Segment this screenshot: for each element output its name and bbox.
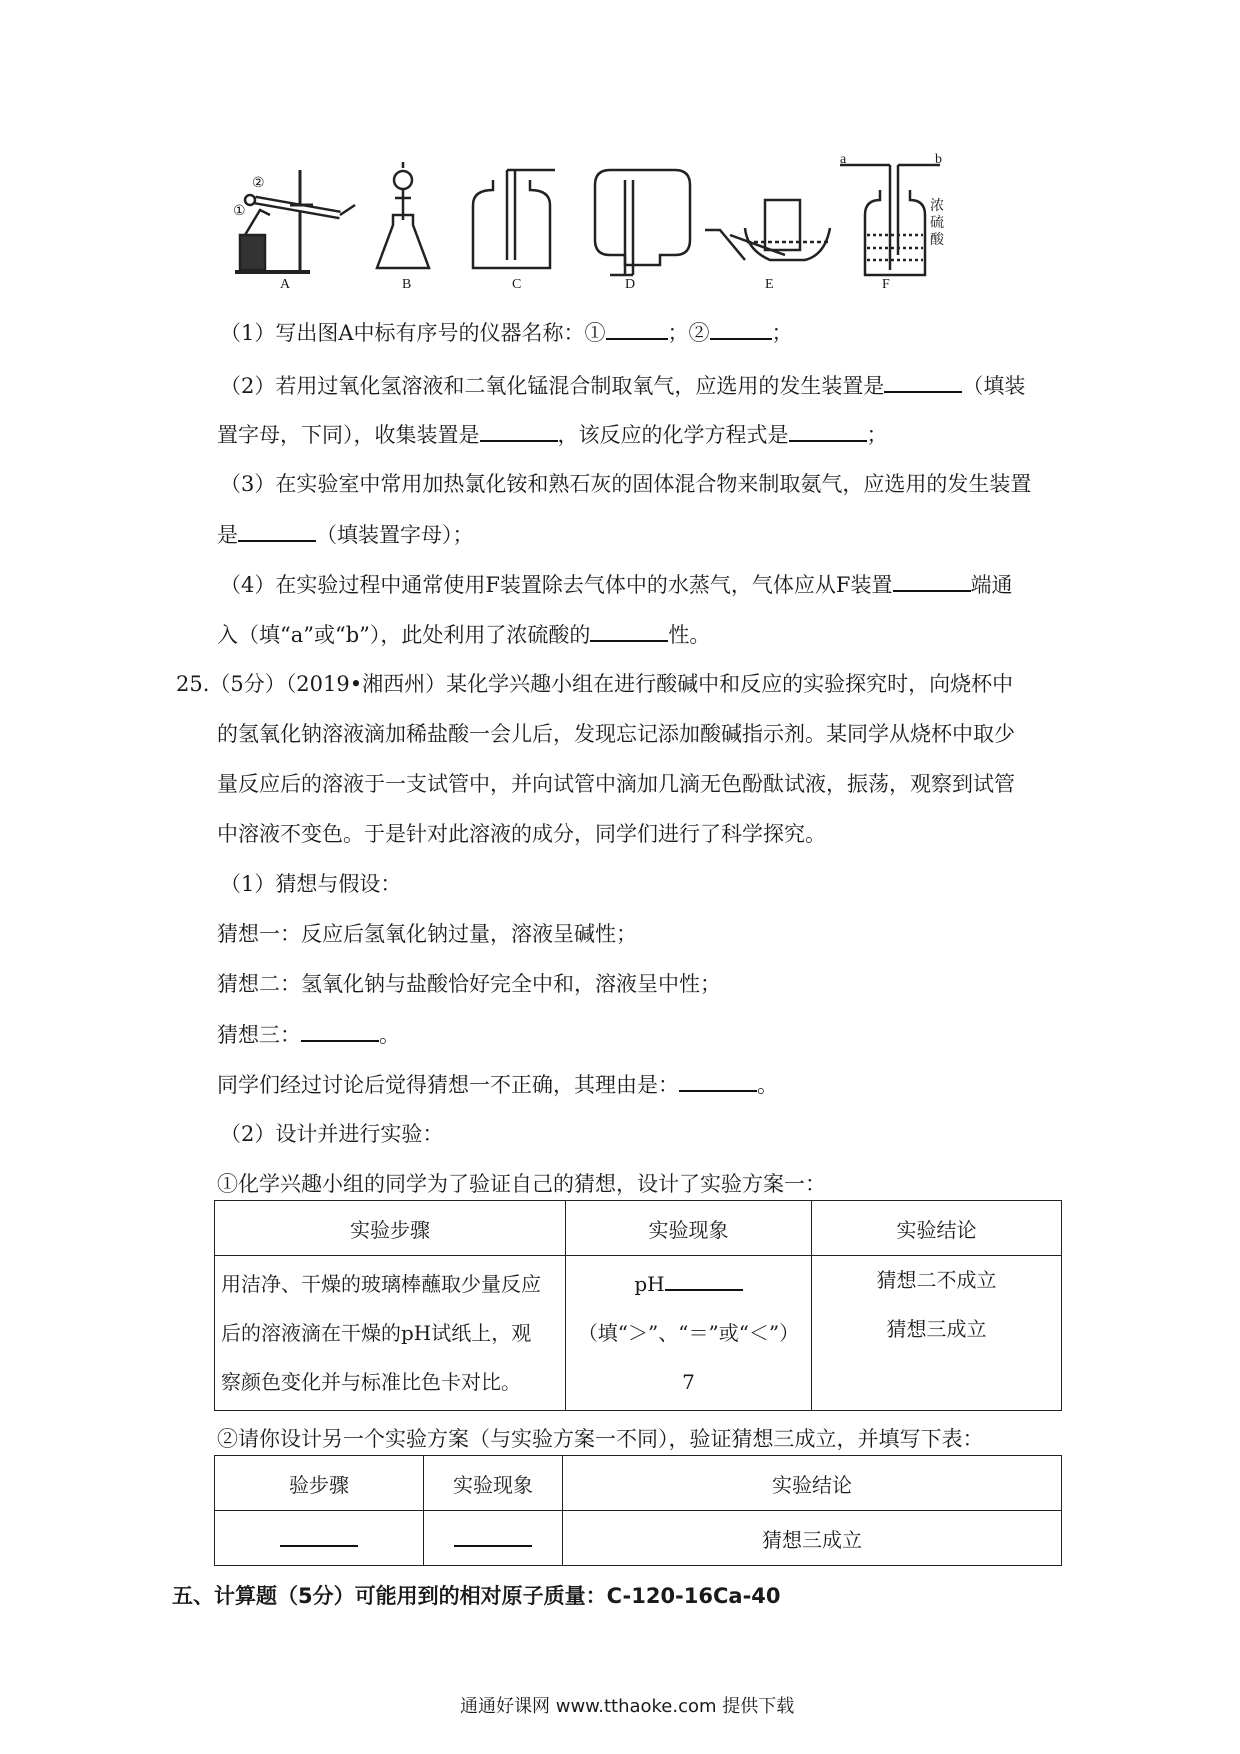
table2-phenomenon-cell bbox=[424, 1511, 563, 1566]
answer-blank[interactable] bbox=[665, 1269, 743, 1291]
answer-blank[interactable] bbox=[454, 1525, 532, 1547]
q24-p1: （1）写出图A中标有序号的仪器名称：① ；② ； bbox=[220, 318, 793, 347]
label-b: B bbox=[402, 277, 412, 292]
table2-header-step: 验步骤 bbox=[215, 1456, 424, 1511]
acid-label-1: 浓 bbox=[930, 199, 944, 214]
acid-label-2: 硫 bbox=[930, 216, 944, 231]
table1-header-conclusion: 实验结论 bbox=[812, 1201, 1062, 1256]
q25-guess1: 猜想一：反应后氢氧化钠过量，溶液呈碱性； bbox=[217, 922, 637, 946]
conclusion-line-1: 猜想二不成立 bbox=[876, 1268, 997, 1292]
section-5-heading: 五、计算题（5分）可能用到的相对原子质量：C-120-16Ca-40 bbox=[172, 1584, 781, 1608]
acid-label-3: 酸 bbox=[930, 233, 944, 248]
apparatus-d bbox=[595, 170, 690, 275]
page-footer: 通通好课网 www.tthaoke.com 提供下载 bbox=[460, 1696, 795, 1717]
answer-blank[interactable] bbox=[710, 318, 772, 340]
table2-step-cell bbox=[215, 1511, 424, 1566]
step-line-1: 用洁净、干燥的玻璃棒蘸取少量反应 bbox=[221, 1271, 541, 1296]
table2-header-conclusion: 实验结论 bbox=[563, 1456, 1062, 1511]
q25-intro-4: 中溶液不变色。于是针对此溶液的成分，同学们进行了科学探究。 bbox=[217, 822, 826, 846]
q24-p3-line1: （3）在实验室中常用加热氯化铵和熟石灰的固体混合物来制取氨气，应选用的发生装置 bbox=[220, 472, 1032, 496]
table2-header-phenomenon: 实验现象 bbox=[424, 1456, 563, 1511]
label-c: C bbox=[512, 277, 522, 292]
ph-line: pH bbox=[566, 1260, 811, 1309]
q24-p3-line2: 是 （填装置字母）； bbox=[217, 520, 474, 549]
q25-plan1: ①化学兴趣小组的同学为了验证自己的猜想，设计了实验方案一： bbox=[217, 1172, 826, 1196]
q25-plan2: ②请你设计另一个实验方案（与实验方案一不同），验证猜想三成立，并填写下表： bbox=[217, 1427, 984, 1451]
q24-p4-line1: （4）在实验过程中通常使用F装置除去气体中的水蒸气，气体应从F装置 端通 bbox=[220, 570, 1013, 599]
ph-seven: 7 bbox=[682, 1369, 695, 1394]
apparatus-figure bbox=[225, 160, 1095, 295]
answer-blank[interactable] bbox=[893, 570, 971, 592]
step-line-2: 后的溶液滴在干燥的pH试纸上，观 bbox=[221, 1320, 532, 1345]
q25-s2: （2）设计并进行实验： bbox=[220, 1122, 444, 1146]
q24-p4-line2: 入（填“a”或“b”），此处利用了浓硫酸的 性。 bbox=[217, 620, 710, 649]
port-b: b bbox=[935, 152, 942, 167]
q25-reason: 同学们经过讨论后觉得猜想一不正确，其理由是： 。 bbox=[217, 1070, 778, 1099]
table1-phenomenon-cell bbox=[566, 1256, 812, 1411]
experiment-table-2 bbox=[214, 1455, 1062, 1566]
label-e: E bbox=[765, 277, 774, 292]
table2-conclusion-cell: 猜想三成立 bbox=[563, 1511, 1062, 1566]
q24-p2-line2: 置字母，下同），收集装置是 ，该反应的化学方程式是 ； bbox=[217, 420, 888, 449]
table1-header-step: 实验步骤 bbox=[215, 1201, 566, 1256]
answer-blank[interactable] bbox=[480, 420, 558, 442]
label-d: D bbox=[625, 277, 636, 292]
q25-intro-1: 25.（5分）（2019•湘西州）某化学兴趣小组在进行酸碱中和反应的实验探究时，向烧杯中 bbox=[176, 672, 1014, 696]
experiment-table-1 bbox=[214, 1200, 1062, 1411]
answer-blank[interactable] bbox=[301, 1020, 379, 1042]
answer-blank[interactable] bbox=[789, 420, 867, 442]
q25-guess2: 猜想二：氢氧化钠与盐酸恰好完全中和，溶液呈中性； bbox=[217, 972, 721, 996]
port-a: a bbox=[840, 152, 847, 167]
answer-blank[interactable] bbox=[238, 520, 316, 542]
marker-2: ② bbox=[252, 176, 265, 191]
conclusion-line-2: 猜想三成立 bbox=[886, 1317, 987, 1341]
answer-blank[interactable] bbox=[606, 318, 668, 340]
q25-intro-2: 的氢氧化钠溶液滴加稀盐酸一会儿后，发现忘记添加酸碱指示剂。某同学从烧杯中取少 bbox=[217, 722, 1015, 746]
apparatus-b bbox=[377, 162, 429, 268]
answer-blank[interactable] bbox=[679, 1070, 757, 1092]
apparatus-e bbox=[705, 200, 830, 260]
marker-1: ① bbox=[233, 204, 246, 219]
apparatus-f bbox=[840, 165, 940, 275]
answer-blank[interactable] bbox=[590, 620, 668, 642]
table1-header-phenomenon: 实验现象 bbox=[566, 1201, 812, 1256]
answer-blank[interactable] bbox=[884, 371, 962, 393]
table1-step-cell bbox=[215, 1256, 566, 1411]
answer-blank[interactable] bbox=[280, 1525, 358, 1547]
q24-p2-line1: （2）若用过氧化氢溶液和二氧化锰混合制取氧气，应选用的发生装置是 （填装 bbox=[220, 371, 1025, 400]
q25-guess3: 猜想三： 。 bbox=[217, 1020, 400, 1049]
q25-intro-3: 量反应后的溶液于一支试管中，并向试管中滴加几滴无色酚酞试液，振荡，观察到试管 bbox=[217, 772, 1015, 796]
step-line-3: 察颜色变化并与标准比色卡对比。 bbox=[221, 1369, 521, 1394]
q25-s1: （1）猜想与假设： bbox=[220, 872, 402, 896]
table1-conclusion-cell bbox=[812, 1256, 1062, 1411]
apparatus-c bbox=[473, 170, 555, 268]
ph-hint: （填“＞”、“＝”或“＜”） bbox=[577, 1320, 800, 1345]
label-f: F bbox=[882, 277, 890, 292]
label-a: A bbox=[280, 277, 291, 292]
